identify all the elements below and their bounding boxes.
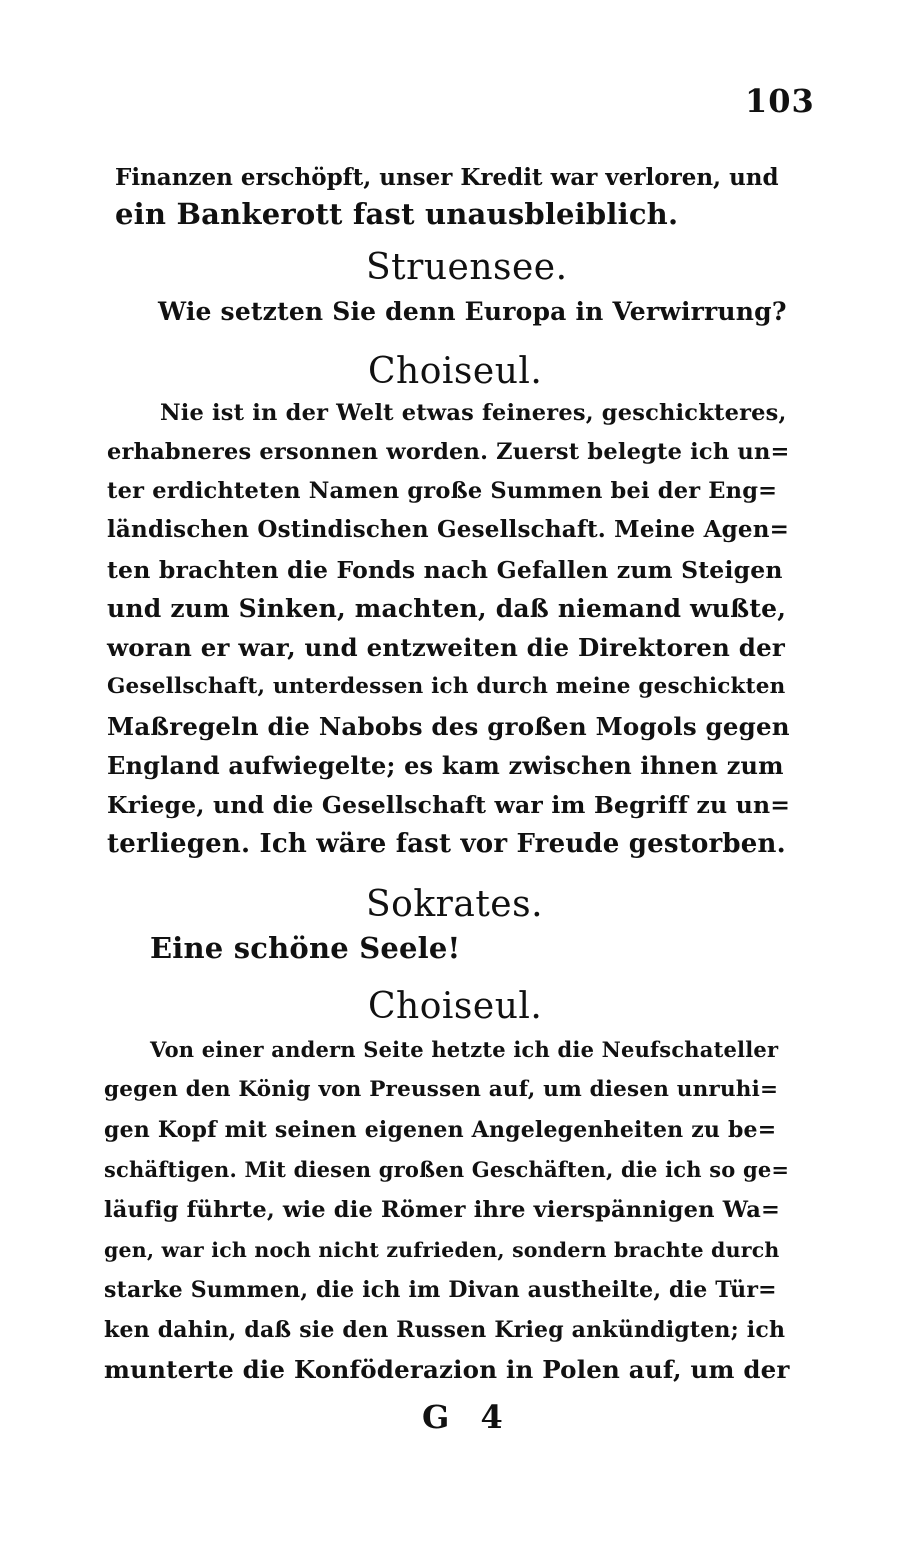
text-line: terliegen. Ich wäre fast vor Freude gestorben. bbox=[107, 829, 786, 859]
text-line: Wie setzten Sie denn Europa in Verwirrung? bbox=[158, 297, 787, 326]
text-line: gen, war ich noch nicht zufrieden, sondern brachte durch bbox=[104, 1238, 780, 1262]
page-number: 103 bbox=[745, 82, 815, 120]
speaker-heading: Choiseul. bbox=[368, 986, 543, 1027]
text-line: ländischen Ostindischen Gesellschaft. Meine Agen= bbox=[107, 516, 790, 543]
text-line: erhabneres ersonnen worden. Zuerst belegte ich un= bbox=[107, 439, 790, 465]
text-line: Kriege, und die Gesellschaft war im Begriff zu un= bbox=[107, 791, 791, 819]
speaker-heading: Choiseul. bbox=[368, 351, 543, 392]
text-line-content: Finanzen erschöpft, unser Kredit war verloren, und bbox=[115, 164, 779, 191]
text-line: läufig führte, wie die Römer ihre vierspännigen Wa= bbox=[104, 1197, 781, 1223]
text-line: Maßregeln die Nabobs des großen Mogols gegen bbox=[107, 712, 790, 741]
text-line: schäftigen. Mit diesen großen Geschäften, die ich so ge= bbox=[104, 1157, 790, 1182]
text-line: starke Summen, die ich im Divan austheilte, die Tür= bbox=[104, 1277, 777, 1303]
text-line: gen Kopf mit seinen eigenen Angelegenheiten zu be= bbox=[104, 1117, 777, 1143]
text-line: und zum Sinken, machten, daß niemand wußte, bbox=[107, 594, 787, 623]
text-line: Nie ist in der Welt etwas feineres, geschickteres, bbox=[160, 400, 787, 426]
text-line: England aufwiegelte; es kam zwischen ihnen zum bbox=[107, 751, 784, 780]
printer-signature: G 4 bbox=[422, 1398, 513, 1436]
text-line: ter erdichteten Namen große Summen bei der Eng= bbox=[107, 478, 778, 504]
text-line: ten brachten die Fonds nach Gefallen zum Steigen bbox=[107, 556, 783, 584]
speaker-heading: Struensee. bbox=[366, 247, 568, 288]
text-line: Gesellschaft, unterdessen ich durch meine geschickten bbox=[107, 674, 786, 699]
text-line: Von einer andern Seite hetzte ich die Neufschateller bbox=[150, 1037, 779, 1062]
text-line: ken dahin, daß sie den Russen Krieg ankündigten; ich bbox=[104, 1317, 786, 1343]
text-line: ein Bankerott fast unausbleiblich. bbox=[115, 197, 679, 231]
text-line: munterte die Konföderazion in Polen auf, um der bbox=[104, 1355, 790, 1384]
text-line: Eine schöne Seele! bbox=[150, 931, 461, 965]
text-line: gegen den König von Preussen auf, um diesen unruhi= bbox=[104, 1077, 779, 1102]
text-line: woran er war, und entzweiten die Direktoren der bbox=[107, 633, 785, 662]
speaker-heading: Sokrates. bbox=[366, 884, 544, 925]
text-line bbox=[115, 158, 785, 198]
